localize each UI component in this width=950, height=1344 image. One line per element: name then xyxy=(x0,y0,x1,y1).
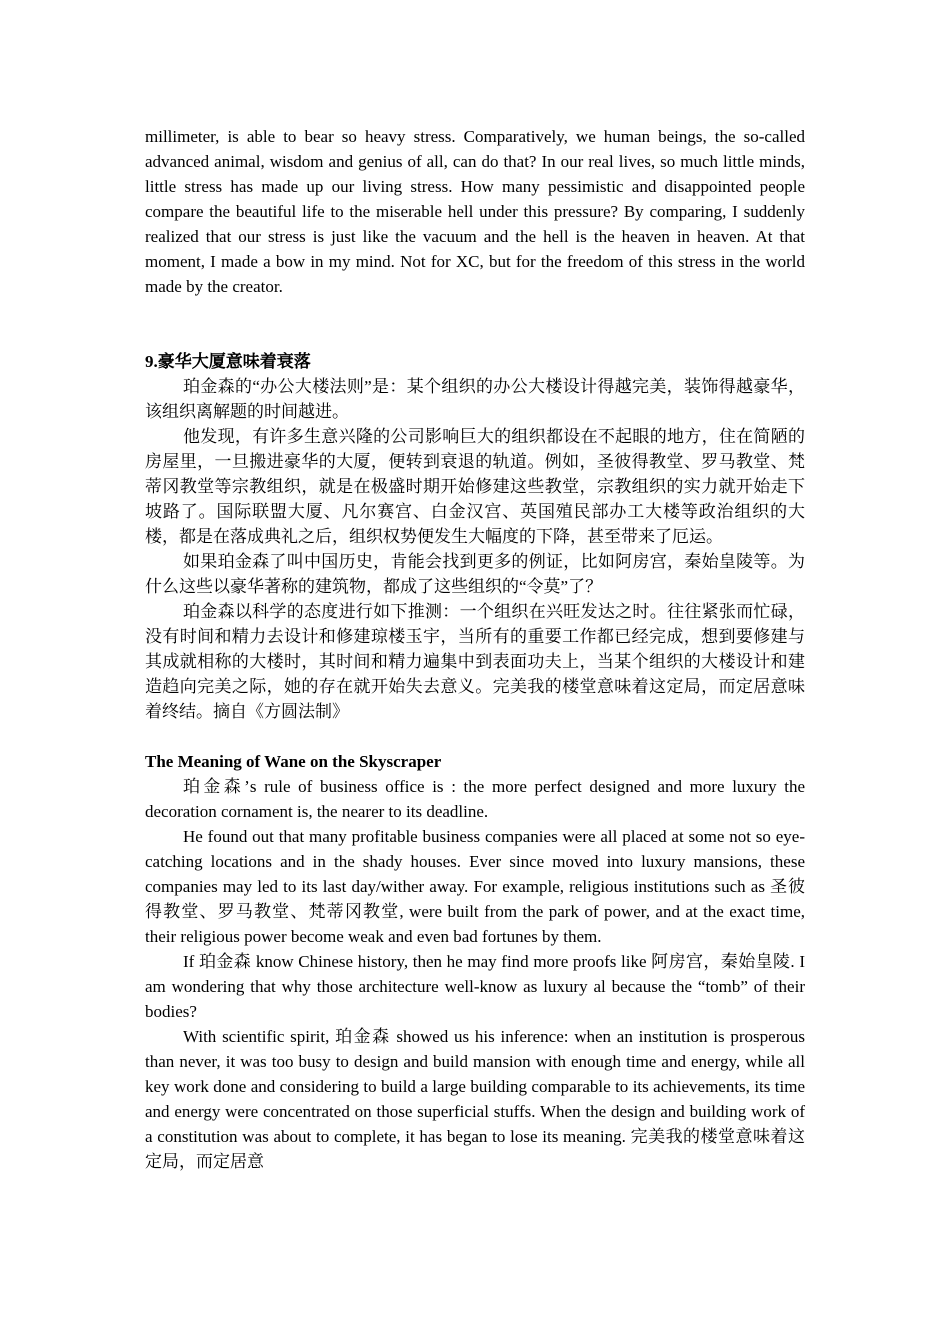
english-paragraph-2: He found out that many profitable business companies were all placed at some not so eye-catching locations and in the shady houses. Ever since moved into luxury mansions, these companies may led to its last day/wither away. For example, religious institutions such as 圣彼得教堂、罗马教堂、梵蒂冈教堂, were built from the park of power, and at the exact time, their religious power become weak and even bad fortunes by them. xyxy=(145,827,805,946)
section-heading-english: The Meaning of Wane on the Skyscraper xyxy=(145,752,442,771)
chinese-paragraph-2: 他发现，有许多生意兴隆的公司影响巨大的组织都设在不起眼的地方，住在简陋的房屋里，一旦搬进豪华的大厦，便转到衰退的轨道。例如，圣彼得教堂、罗马教堂、梵蒂冈教堂等宗教组织，就是在极盛时期开始修建这些教堂，宗教组织的实力就开始走下坡路了。国际联盟大厦、凡尔赛宫、白金汉宫、英国殖民部办工大楼等政治组织的大楼，都是在落成典礼之后，组织权势便发生大幅度的下降，甚至带来了厄运。 xyxy=(145,427,805,546)
document-page xyxy=(145,124,805,1174)
continuation-paragraph: millimeter, is able to bear so heavy stress. Comparatively, we human beings, the so-called advanced animal, wisdom and genius of all, can do that? In our real lives, so much little minds, little stress has made up our living stress. How many pessimistic and disappointed people compare the beautiful life to the miserable hell under this pressure? By comparing, I suddenly realized that our stress is just like the vacuum and the hell is the heaven in heaven. At that moment, I made a bow in my mind. Not for XC, but for the freedom of this stress in the world made by the creator. xyxy=(145,127,805,296)
section-spacer xyxy=(145,299,805,349)
english-paragraph-4: With scientific spirit, 珀金森 showed us his inference: when an institution is prosperous than never, it was too busy to design and build mansion with enough time and energy, while all key work done and considering to build a large building comparable to its achievements, its time and energy were concentrated on those superficial stuffs. When the design and building work of a constitution was about to complete, it has began to lose its meaning. 完美我的楼堂意味着这定局，而定居意 xyxy=(145,1027,805,1171)
chinese-paragraph-1: 珀金森的“办公大楼法则”是：某个组织的办公大楼设计得越完美，装饰得越豪华，该组织离解题的时间越进。 xyxy=(145,377,805,421)
section-spacer xyxy=(145,724,805,749)
section-heading-chinese: 9.豪华大厦意味着衰落 xyxy=(145,352,311,371)
chinese-paragraph-4: 珀金森以科学的态度进行如下推测：一个组织在兴旺发达之时。往往紧张而忙碌，没有时间和精力去设计和修建琼楼玉宇，当所有的重要工作都已经完成，想到要修建与其成就相称的大楼时，其时间和精力遍集中到表面功夫上，当某个组织的大楼设计和建造趋向完美之际，她的存在就开始失去意义。完美我的楼堂意味着这定局，而定居意味着终结。摘自《方圆法制》 xyxy=(145,602,805,721)
chinese-paragraph-3: 如果珀金森了叫中国历史，肯能会找到更多的例证，比如阿房宫，秦始皇陵等。为什么这些以豪华著称的建筑物，都成了这些组织的“令莫”了？ xyxy=(145,552,805,596)
english-paragraph-1: 珀金森’s rule of business office is : the more perfect designed and more luxury the decoration cornament is, the nearer to its deadline. xyxy=(145,777,805,821)
english-paragraph-3: If 珀金森 know Chinese history, then he may find more proofs like 阿房宫，秦始皇陵. I am wondering that why those architecture well-know as luxury al because the “tomb” of their bodies? xyxy=(145,952,805,1021)
